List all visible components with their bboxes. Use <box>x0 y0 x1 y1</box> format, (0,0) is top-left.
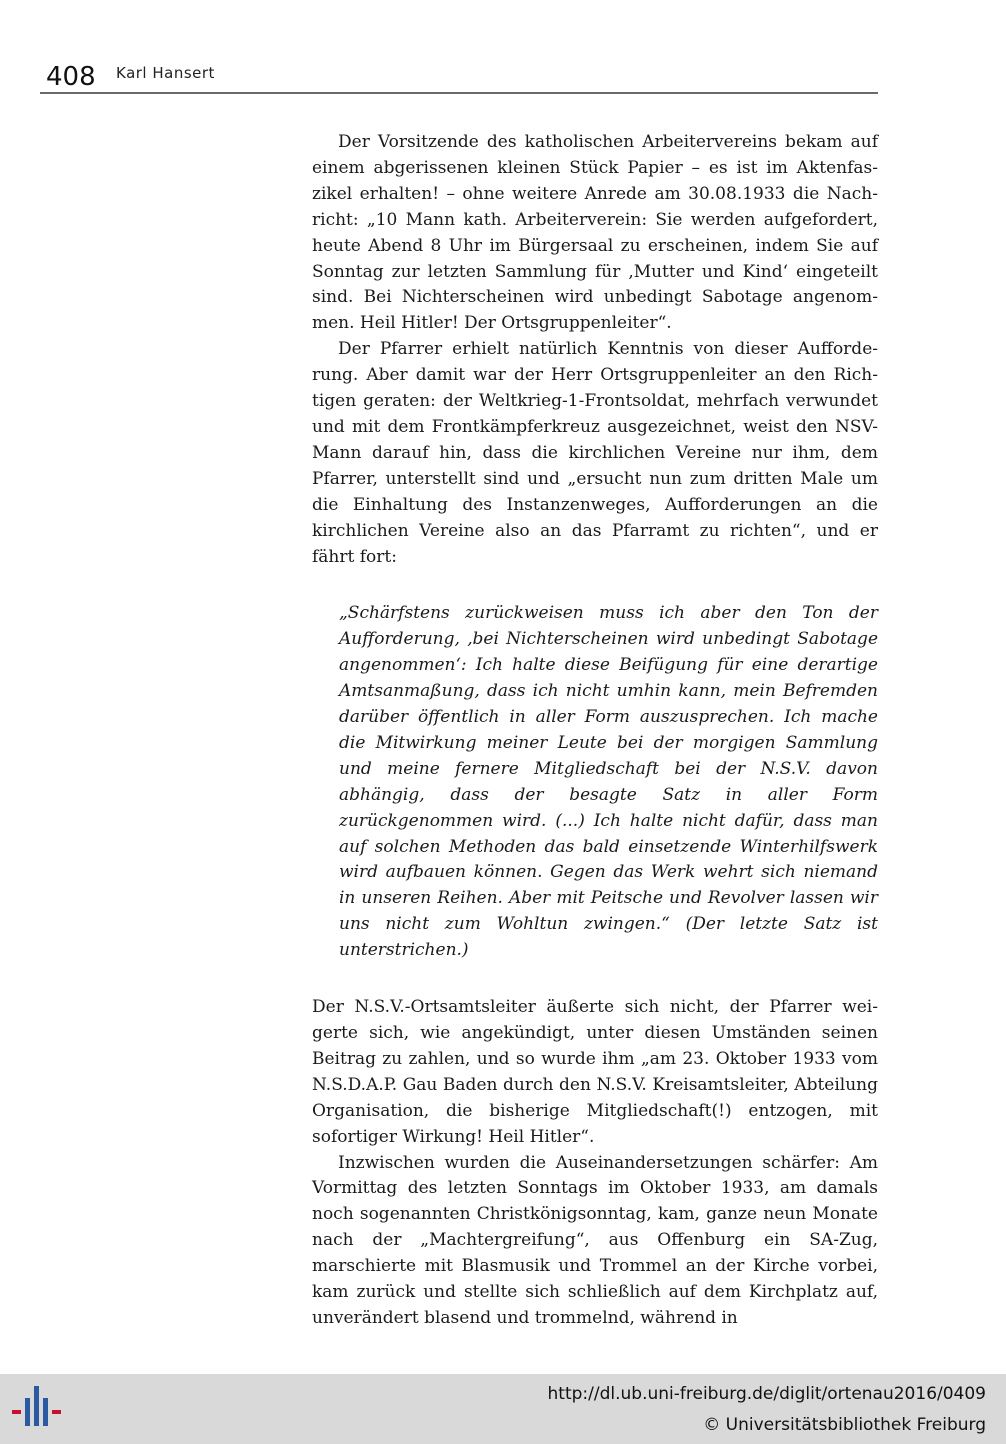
paragraph-3: Der N.S.V.-Ortsamtsleiter äußerte sich nicht, der Pfarrer weigerte sich, wie angekündigt, unter diesen Umständen seinen Beitrag zu zahlen, und so wurde ihm „am 23. Oktober 1933 vom N.S.D.A.P. Gau Baden durch den N.S.V. Kreisamtsleiter, Abteilung Organisation, die bisherige Mitgliedschaft(!) entzogen, mit sofortiger Wirkung! Heil Hitler“. <box>312 997 878 1147</box>
paragraph-2: Der Pfarrer erhielt natürlich Kenntnis von dieser Aufforderung. Aber damit war der Herr Ortsgruppenleiter an den Richtigen geraten: der Weltkrieg-1-Frontsoldat, mehrfach verwundet und mit dem Frontkämpferkreuz ausgezeichnet, weist den NSV-Mann darauf hin, dass die kirchlichen Vereine nur ihm, dem Pfarrer, unterstellt sind und „ersucht nun zum dritten Male um die Einhaltung des Instanzenweges, Aufforderungen an die kirchlichen Vereine also an das Pfarramt zu richten“, und er fährt fort: <box>312 339 878 567</box>
footer-band <box>0 1374 1006 1444</box>
page-header <box>40 60 878 94</box>
main-text <box>312 130 878 1332</box>
block-quote: „Schärfstens zurückweisen muss ich aber den Ton der Aufforderung, ‚bei Nichterscheinen wird unbedingt Sabotage angenommen‘: Ich halte diese Beifügung für eine derartige Amtsanmaßung, dass ich nicht umhin kann, mein Befremden darüber öffentlich in aller Form auszusprechen. Ich mache die Mitwirkung meiner Leute bei der morgigen Sammlung und meine fernere Mitgliedschaft bei der N.S.V. davon abhängig, dass der besagte Satz in aller Form zurückgenommen wird. (...) Ich halte nicht dafür, dass man auf solchen Methoden das bald einsetzende Winterhilfswerk wird aufbauen können. Gegen das Werk wehrt sich niemand in unseren Reihen. Aber mit Peitsche und Revolver lassen wir uns nicht zum Wohltun zwingen.“ (Der letzte Satz ist unterstrichen.) <box>339 603 878 961</box>
running-head-author: Karl Hansert <box>116 64 215 82</box>
paragraph-4: Inzwischen wurden die Auseinandersetzungen schärfer: Am Vormittag des letzten Sonntags im Oktober 1933, am damals noch sogenannten Christkönigsonntag, kam, ganze neun Monate nach der „Machtergreifung“, aus Offenburg ein SA-Zug, marschierte mit Blasmusik und Trommel an der Kirche vorbei, kam zurück und stellte sich schließlich auf dem Kirchplatz auf, unverändert blasend und trommelnd, während in <box>312 1152 878 1328</box>
ub-freiburg-logo-icon <box>10 1384 64 1434</box>
footer-url-link[interactable]: http://dl.ub.uni-freiburg.de/diglit/ortenau2016/0409 <box>547 1384 986 1404</box>
footer-copyright: © Universitätsbibliothek Freiburg <box>703 1415 986 1435</box>
page-number: 408 <box>46 62 96 92</box>
paragraph-1: Der Vorsitzende des katholischen Arbeitervereins bekam auf einem abgerissenen kleinen Stück Papier – es ist im Aktenfaszikel erhalten! – ohne weitere Anrede am 30.08.1933 die Nachricht: „10 Mann kath. Arbeiterverein: Sie werden aufgefordert, heute Abend 8 Uhr im Bürgersaal zu erscheinen, indem Sie auf Sonntag zur letzten Sammlung für ‚Mutter und Kind‘ eingeteilt sind. Bei Nichterscheinen wird unbedingt Sabotage angenommen. Heil Hitler! Der Ortsgruppenleiter“. <box>312 132 878 334</box>
